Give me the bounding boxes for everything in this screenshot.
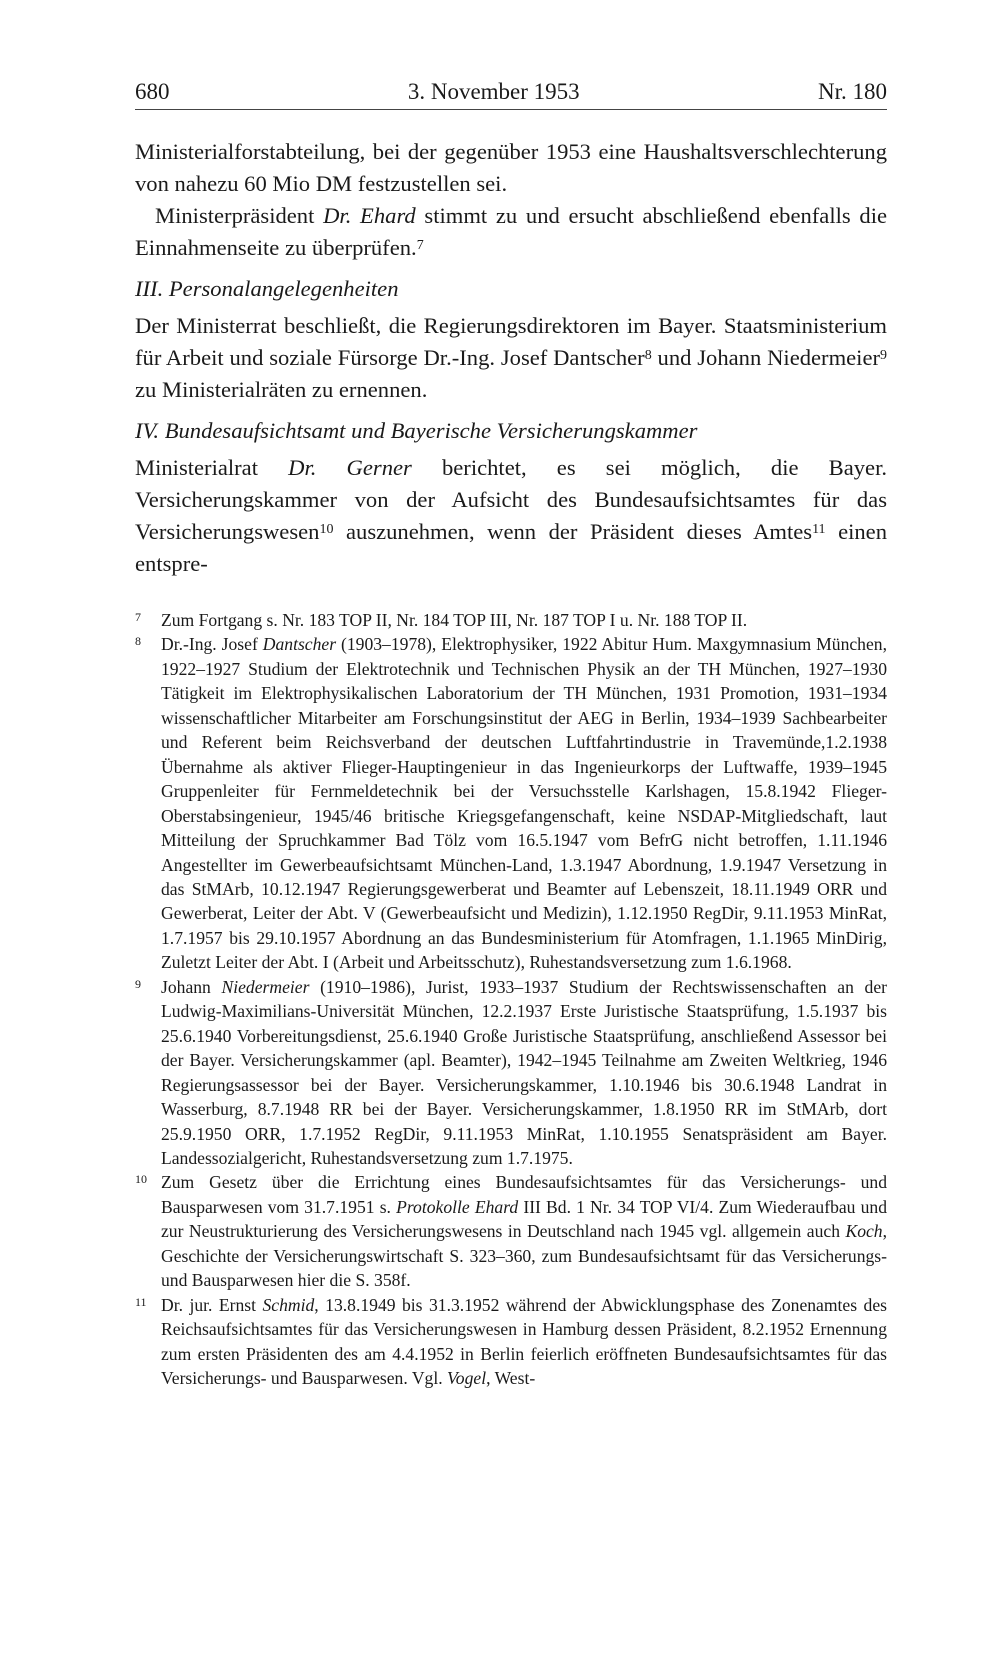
footnote-number: 11 — [135, 1294, 147, 1309]
footnote-ref-11[interactable]: 11 — [812, 521, 826, 537]
section-heading-4: IV. Bundesaufsichtsamt und Bayerische Versicherungskammer — [135, 417, 698, 443]
main-text — [135, 136, 887, 580]
person-name: Dr. Ehard — [323, 202, 416, 228]
running-head — [135, 78, 887, 110]
footnote-number: 7 — [135, 610, 141, 624]
footnote-number: 8 — [135, 634, 141, 649]
footnote-ref-9[interactable]: 9 — [880, 347, 888, 363]
footnote-number: 9 — [135, 976, 141, 991]
document-number: Nr. 180 — [817, 79, 887, 104]
footnote-text: Johann Niedermeier (1910–1986), Jurist, 1933–1937 Studium der Rechtswissenschaften an der Ludwig-Maximilians-Universität München, 12.2.1937 Erste Juristische Staatsprüfung, 1.5.1937 bis 25.6.1940 Vorbereitungsdienst, 25.6.1940 Große Juristische Staatsprüfung, anschließend Assessor bei der Bayer. Versicherungskammer (apl. Beamter), 1942–1945 Teilnahme am Zweiten Weltkrieg, 1946 Regierungsassessor bei der Bayer. Versicherungskammer, 1.10.1946 bis 30.6.1948 Landrat in Wasserburg, 8.7.1948 RR bei der Bayer. Versicherungskammer, 1.8.1950 RR im StMArb, dort 25.9.1950 ORR, 1.7.1952 RegDir, 9.11.1953 MinRat, 1.10.1955 Senatspräsident am Bayer. Landessozialgericht, Ruhestandsversetzung zum 1.7.1975. — [161, 976, 887, 1168]
header-date: 3. November 1953 — [407, 79, 580, 104]
footnote-11 — [135, 1293, 887, 1391]
person-name: Dr. Gerner — [288, 454, 412, 480]
section-heading-3: III. Personalangelegenheiten — [135, 275, 399, 301]
footnote-text: Zum Gesetz über die Errichtung eines Bundesaufsichtsamtes für das Versicherungs- und Bausparwesen vom 31.7.1951 s. Protokolle Ehard III Bd. 1 Nr. 34 TOP VI/4. Zum Wiederaufbau und zur Neustrukturierung des Versicherungswesens in Deutschland nach 1945 vgl. allgemein auch Koch, Geschichte der Versicherungswirtschaft S. 323–360, zum Bundesaufsichtsamt für das Versicherungs- und Bausparwesen hier die S. 358f. — [161, 1172, 887, 1291]
footnote-text: Dr.-Ing. Josef Dantscher (1903–1978), Elektrophysiker, 1922 Abitur Hum. Maxgymnasium München, 1922–1927 Studium der Elektrotechnik und Technischen Physik an der TH München, 1927–1930 Tätigkeit im Elektrophysikalischen Laboratorium der TH München, 1931 Promotion, 1931–1934 wissenschaftlicher Mitarbeiter am Forschungsinstitut der AEG in Berlin, 1934–1939 Sachbearbeiter und Referent beim Reichsverband der deutschen Luftfahrtindustrie in Travemünde,1.2.1938 Übernahme als aktiver Flieger-Hauptingenieur in das Ingenieurkorps der Luftwaffe, 1939–1945 Gruppenleiter für Fernmeldetechnik bei der Versuchsstelle Karlshagen, 15.8.1942 Flieger-Oberstabsingenieur, 1945/46 britische Kriegsgefangenschaft, keine NSDAP-Mitgliedschaft, laut Mitteilung der Spruchkammer Bad Tölz vom 16.5.1947 vom BefrG nicht betroffen, 1.11.1946 Angestellter im Gewerbeaufsichtsamt München-Land, 1.3.1947 Abordnung, 1.9.1947 Versetzung in das StMArb, 10.12.1947 Regierungsgewerberat und Beamter auf Lebenszeit, 18.11.1949 ORR und Gewerberat, Leiter der Abt. V (Gewerbeaufsicht und Medizin), 1.12.1950 RegDir, 9.11.1953 MinRat, 1.7.1957 bis 29.10.1957 Abordnung an das Bundesministerium für Atomfragen, 1.1.1965 MinDirig, Zuletzt Leiter der Abt. I (Arbeit und Arbeitsschutz), Ruhestandsversetzung zum 1.6.1968. — [161, 634, 887, 973]
footnote-9 — [135, 975, 887, 1171]
paragraph-4: Ministerialrat Dr. Gerner berichtet, es sei möglich, die Bayer. Versicherungskammer von der Aufsicht des Bundesaufsichtsamtes für das Versicherungswesen$^{10}$ auszunehmen, wenn der Präsident dieses Amtes$^{11}$ einen entspre- — [135, 454, 888, 576]
page — [135, 78, 887, 580]
footnote-ref-10[interactable]: 10 — [319, 521, 334, 537]
page-number: 680 — [135, 79, 170, 104]
footnotes — [135, 608, 887, 1391]
footnote-7 — [135, 608, 887, 632]
paragraph-3: Der Ministerrat beschließt, die Regierungsdirektoren im Bayer. Staatsministerium für Arbeit und soziale Fürsorge Dr.-Ing. Josef Dantscher$^8$ und Johann Niedermeier$^9$ zu Ministerialräten zu ernennen. — [135, 312, 888, 402]
footnote-number: 10 — [135, 1172, 147, 1187]
footnote-ref-7[interactable]: 7 — [416, 237, 424, 253]
paragraph-1: Ministerialforstabteilung, bei der gegenüber 1953 eine Haushaltsverschlechterung von nahezu 60 Mio DM festzustellen sei. — [135, 138, 887, 196]
footnote-10 — [135, 1170, 887, 1292]
footnote-text: Dr. jur. Ernst Schmid, 13.8.1949 bis 31.3.1952 während der Abwicklungsphase des Zonenamtes des Reichsaufsichtsamtes für das Versicherungswesen in Hamburg dessen Präsident, 8.2.1952 Ernennung zum ersten Präsidenten des am 4.4.1952 in Berlin feierlich eröffneten Bundesaufsichtsamtes für das Versicherungs- und Bausparwesen. Vgl. Vogel, West- — [161, 1294, 888, 1389]
footnote-8 — [135, 632, 887, 974]
paragraph-2: Ministerpräsident Dr. Ehard stimmt zu und ersucht abschließend ebenfalls die Einnahmenseite zu überprüfen.$^7$ — [135, 202, 887, 260]
footnote-ref-8[interactable]: 8 — [644, 347, 652, 363]
footnote-text: Zum Fortgang s. Nr. 183 TOP II, Nr. 184 TOP III, Nr. 187 TOP I u. Nr. 188 TOP II. — [161, 610, 748, 630]
